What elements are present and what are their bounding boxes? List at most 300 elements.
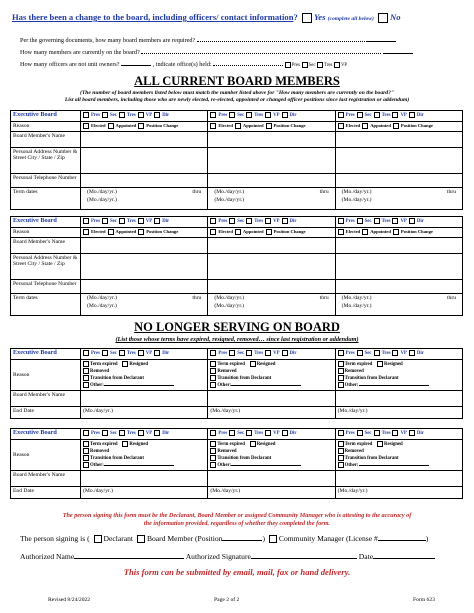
member-name-field[interactable]	[335, 391, 462, 407]
elected-checkbox[interactable]	[83, 123, 89, 129]
dir-checkbox[interactable]	[282, 218, 288, 224]
dir-label: Dir	[289, 431, 297, 437]
tres-label: Tres	[381, 113, 391, 119]
appointed-label: Appointed	[115, 122, 137, 128]
sec-checkbox[interactable]	[229, 430, 235, 436]
declarant-label: Declarant	[103, 534, 134, 543]
end-date-label: End Date	[11, 407, 81, 419]
term-dates-field[interactable]: (Mo./day/yr.) thru (Mo./day/yr.)	[81, 293, 208, 315]
date-field[interactable]	[373, 558, 435, 559]
attestation-line-1: The person signing this form must be the Declarant, Board Member or assigned Community Manager who is attesting to the accuracy of	[62, 512, 412, 519]
license-number-field[interactable]	[378, 540, 426, 541]
vp-checkbox[interactable]	[138, 112, 144, 118]
sec-label: Sec	[109, 431, 117, 437]
transition-checkbox[interactable]	[338, 455, 344, 461]
removed-checkbox[interactable]	[83, 368, 89, 374]
removed-label: Removed	[344, 448, 364, 454]
revised-date: Revised 8/24/2022	[48, 597, 91, 603]
vp-checkbox[interactable]	[265, 430, 271, 436]
former-reason-group	[335, 439, 462, 470]
phone-field[interactable]	[208, 173, 335, 187]
officer-pres-label: Pres	[291, 63, 300, 68]
address-field[interactable]	[335, 253, 462, 279]
sec-label: Sec	[237, 113, 245, 119]
other-field[interactable]	[359, 385, 429, 386]
tres-label: Tres	[254, 431, 264, 437]
vp-label: VP	[273, 219, 280, 225]
phone-field[interactable]	[335, 279, 462, 293]
position-change-label: Position Change	[400, 228, 433, 234]
dir-checkbox[interactable]	[282, 430, 288, 436]
tres-checkbox[interactable]	[119, 112, 125, 118]
member-name-label: Board Member's Name	[11, 471, 81, 487]
elected-label: Elected	[91, 122, 106, 128]
position-group	[335, 217, 462, 228]
address-label: Personal Address Number & Street City / State / Zip	[11, 253, 81, 279]
submission-note: This form can be submitted by email, mail, fax or hand delivery.	[123, 567, 351, 577]
position-change-checkbox[interactable]	[266, 229, 272, 235]
tres-checkbox[interactable]	[374, 350, 380, 356]
officer-sec-checkbox[interactable]	[302, 62, 308, 68]
elected-checkbox[interactable]	[83, 229, 89, 235]
authorized-name-label: Authorized Name	[20, 552, 75, 561]
sec-checkbox[interactable]	[229, 350, 235, 356]
authorized-signature-label: Authorized Signature	[185, 552, 251, 561]
officer-pres-checkbox[interactable]	[285, 62, 291, 68]
dir-label: Dir	[162, 351, 170, 357]
address-field[interactable]	[208, 147, 335, 173]
other-label: Other:	[217, 383, 232, 389]
removed-label: Removed	[90, 448, 110, 454]
reason-group	[208, 121, 335, 131]
term-dates-field[interactable]: (Mo./day/yr.) thru (Mo./day/yr.)	[335, 293, 462, 315]
phone-field[interactable]	[81, 279, 208, 293]
pres-checkbox[interactable]	[83, 430, 89, 436]
vp-label: VP	[145, 351, 153, 357]
vp-label: VP	[273, 431, 280, 437]
term-expired-checkbox[interactable]	[338, 441, 344, 447]
member-name-field[interactable]	[81, 391, 208, 407]
tres-checkbox[interactable]	[246, 218, 252, 224]
member-name-label: Board Member's Name	[11, 131, 81, 147]
other-checkbox[interactable]	[210, 382, 216, 388]
dir-label: Dir	[416, 219, 424, 225]
tres-checkbox[interactable]	[246, 112, 252, 118]
other-checkbox[interactable]	[338, 382, 344, 388]
term-expired-checkbox[interactable]	[83, 361, 89, 367]
pres-checkbox[interactable]	[210, 350, 216, 356]
tres-label: Tres	[254, 351, 264, 357]
position-change-checkbox[interactable]	[138, 123, 144, 129]
appointed-label: Appointed	[115, 228, 137, 234]
reason-label: Reason	[11, 121, 81, 131]
pres-label: Pres	[91, 219, 100, 225]
removed-checkbox[interactable]	[83, 448, 89, 454]
tres-checkbox[interactable]	[374, 112, 380, 118]
former-reason-group	[208, 439, 335, 470]
member-name-field[interactable]	[208, 391, 335, 407]
sec-checkbox[interactable]	[102, 218, 108, 224]
date-label: Date	[358, 552, 374, 561]
other-field[interactable]	[104, 465, 174, 466]
term-dates-field[interactable]: (Mo./day/yr.) thru (Mo./day/yr.)	[208, 293, 335, 315]
resigned-label: Resigned	[384, 361, 403, 367]
tres-label: Tres	[254, 219, 264, 225]
position-group	[335, 111, 462, 122]
signer-role-label: The person signing is (	[20, 534, 90, 543]
vp-checkbox[interactable]	[138, 430, 144, 436]
reason-label: Reason	[11, 439, 81, 470]
other-field[interactable]	[231, 465, 301, 466]
position-change-checkbox[interactable]	[138, 229, 144, 235]
member-name-field[interactable]	[208, 131, 335, 147]
officers-office-label: , indicate office(s) held:	[152, 61, 212, 68]
term-dates-field[interactable]: (Mo./day/yr.) thru (Mo./day/yr.)	[335, 187, 462, 209]
member-name-field[interactable]	[208, 471, 335, 487]
tres-label: Tres	[126, 219, 136, 225]
tres-label: Tres	[381, 351, 391, 357]
elected-checkbox[interactable]	[338, 229, 344, 235]
vp-checkbox[interactable]	[265, 218, 271, 224]
elected-checkbox[interactable]	[338, 123, 344, 129]
other-label: Other:	[90, 383, 104, 389]
appointed-checkbox[interactable]	[235, 123, 241, 129]
position-group	[335, 349, 462, 360]
term-expired-label: Term expired	[217, 361, 245, 367]
former-reason-group	[81, 359, 208, 390]
sec-label: Sec	[237, 431, 245, 437]
pres-label: Pres	[218, 431, 228, 437]
resigned-checkbox[interactable]	[122, 361, 128, 367]
address-field[interactable]	[208, 253, 335, 279]
term-dates-label: Term dates	[11, 187, 81, 209]
end-date-field[interactable]: (Mo./day/yr.)	[81, 487, 208, 499]
position-group	[81, 217, 208, 228]
end-date-field[interactable]: (Mo./day/yr.)	[208, 487, 335, 499]
authorized-name-field[interactable]	[74, 558, 184, 559]
term-dates-field[interactable]: (Mo./day/yr.) thru (Mo./day/yr.)	[208, 187, 335, 209]
tres-checkbox[interactable]	[374, 218, 380, 224]
term-expired-checkbox[interactable]	[338, 361, 344, 367]
phone-field[interactable]	[81, 173, 208, 187]
signer-role-row: The person signing is ( Declarant Board Member (Position ) Community Manager (License # )	[20, 534, 429, 543]
reason-label: Reason	[11, 227, 81, 237]
pres-checkbox[interactable]	[210, 218, 216, 224]
vp-checkbox[interactable]	[138, 350, 144, 356]
executive-board-label: Executive Board	[11, 349, 81, 360]
no-checkbox[interactable]	[378, 13, 388, 23]
address-field[interactable]	[81, 147, 208, 173]
officer-vp-label: VP	[340, 63, 348, 68]
transition-checkbox[interactable]	[83, 375, 89, 381]
pres-label: Pres	[345, 113, 355, 119]
removed-checkbox[interactable]	[210, 368, 216, 374]
dir-checkbox[interactable]	[282, 350, 288, 356]
sec-checkbox[interactable]	[229, 112, 235, 118]
phone-field[interactable]	[208, 279, 335, 293]
tres-checkbox[interactable]	[119, 430, 125, 436]
other-checkbox[interactable]	[210, 462, 216, 468]
dir-checkbox[interactable]	[154, 350, 160, 356]
other-label: Other:	[344, 383, 359, 389]
removed-label: Removed	[217, 368, 237, 374]
appointed-checkbox[interactable]	[108, 229, 114, 235]
sec-checkbox[interactable]	[229, 218, 235, 224]
vp-checkbox[interactable]	[138, 218, 144, 224]
other-field[interactable]	[231, 385, 301, 386]
resigned-checkbox[interactable]	[377, 361, 383, 367]
appointed-checkbox[interactable]	[362, 123, 368, 129]
dir-checkbox[interactable]	[409, 350, 415, 356]
term-expired-label: Term expired	[217, 441, 245, 447]
dir-label: Dir	[162, 431, 170, 437]
dir-checkbox[interactable]	[409, 218, 415, 224]
current-member-table-2	[10, 216, 463, 316]
dir-label: Dir	[416, 351, 424, 357]
officer-tres-checkbox[interactable]	[317, 62, 323, 68]
other-label: Other:	[90, 463, 104, 469]
member-name-field[interactable]	[335, 131, 462, 147]
transition-label: Transition from Declarant	[344, 376, 399, 382]
appointed-label: Appointed	[242, 122, 264, 128]
dir-checkbox[interactable]	[282, 112, 288, 118]
sec-label: Sec	[109, 113, 117, 119]
community-manager-label: Community Manager (License #	[278, 534, 378, 543]
question-mark: ?	[293, 12, 298, 22]
elected-label: Elected	[218, 228, 233, 234]
no-label: No	[390, 12, 401, 22]
pres-checkbox[interactable]	[83, 218, 89, 224]
sec-checkbox[interactable]	[357, 112, 363, 118]
position-change-checkbox[interactable]	[266, 123, 272, 129]
yes-checkbox[interactable]	[302, 13, 312, 23]
tres-label: Tres	[381, 219, 391, 225]
position-group	[208, 217, 335, 228]
page-number: Page 2 of 2	[214, 597, 240, 603]
vp-label: VP	[145, 113, 153, 119]
position-change-label: Position Change	[273, 228, 306, 234]
position-change-checkbox[interactable]	[393, 229, 399, 235]
vp-checkbox[interactable]	[392, 112, 398, 118]
tres-checkbox[interactable]	[246, 350, 252, 356]
reason-label: Reason	[11, 359, 81, 390]
sec-checkbox[interactable]	[102, 350, 108, 356]
member-name-field[interactable]	[81, 131, 208, 147]
vp-checkbox[interactable]	[265, 350, 271, 356]
transition-checkbox[interactable]	[210, 455, 216, 461]
position-group	[208, 111, 335, 122]
dir-label: Dir	[416, 113, 424, 119]
officers-count-field[interactable]	[121, 65, 151, 66]
pres-label: Pres	[218, 219, 228, 225]
tres-checkbox[interactable]	[119, 350, 125, 356]
transition-checkbox[interactable]	[83, 455, 89, 461]
pres-checkbox[interactable]	[210, 112, 216, 118]
vp-checkbox[interactable]	[265, 112, 271, 118]
pres-label: Pres	[345, 219, 355, 225]
resigned-checkbox[interactable]	[250, 361, 256, 367]
position-group	[81, 349, 208, 360]
resigned-checkbox[interactable]	[377, 441, 383, 447]
current-members-field[interactable]	[383, 53, 413, 54]
board-member-checkbox[interactable]	[137, 535, 145, 543]
end-date-field[interactable]: (Mo./day/yr.)	[208, 407, 335, 419]
other-checkbox[interactable]	[83, 462, 89, 468]
tres-label: Tres	[126, 431, 136, 437]
position-change-label: Position Change	[273, 122, 306, 128]
sec-checkbox[interactable]	[102, 112, 108, 118]
tres-checkbox[interactable]	[246, 430, 252, 436]
appointed-checkbox[interactable]	[235, 229, 241, 235]
sec-label: Sec	[237, 351, 245, 357]
tres-label: Tres	[381, 431, 391, 437]
member-name-label: Board Member's Name	[11, 391, 81, 407]
dir-label: Dir	[289, 219, 297, 225]
dir-label: Dir	[162, 219, 170, 225]
required-members-row	[20, 37, 465, 44]
term-expired-label: Term expired	[344, 361, 373, 367]
pres-label: Pres	[218, 351, 228, 357]
end-date-field[interactable]: (Mo./day/yr.)	[81, 407, 208, 419]
member-name-field[interactable]	[208, 237, 335, 253]
transition-label: Transition from Declarant	[217, 376, 272, 382]
position-change-checkbox[interactable]	[393, 123, 399, 129]
form-number: Form 623	[413, 597, 435, 603]
sec-checkbox[interactable]	[102, 430, 108, 436]
other-label: Other:	[217, 463, 232, 469]
appointed-checkbox[interactable]	[108, 123, 114, 129]
tres-checkbox[interactable]	[119, 218, 125, 224]
term-expired-label: Term expired	[90, 361, 118, 367]
pres-label: Pres	[345, 351, 355, 357]
board-position-field[interactable]	[222, 540, 262, 541]
current-members-label: How many members are currently on the board?	[20, 49, 140, 56]
address-field[interactable]	[81, 253, 208, 279]
term-dates-field[interactable]: (Mo./day/yr.) thru (Mo./day/yr.)	[81, 187, 208, 209]
other-checkbox[interactable]	[83, 382, 89, 388]
address-field[interactable]	[335, 147, 462, 173]
vp-label: VP	[400, 431, 407, 437]
resigned-label: Resigned	[256, 361, 276, 367]
elected-label: Elected	[345, 228, 361, 234]
pres-label: Pres	[218, 113, 228, 119]
pres-checkbox[interactable]	[83, 112, 89, 118]
resigned-checkbox[interactable]	[122, 441, 128, 447]
pres-checkbox[interactable]	[210, 430, 216, 436]
vp-checkbox[interactable]	[392, 218, 398, 224]
transition-label: Transition from Declarant	[217, 456, 272, 462]
dir-label: Dir	[289, 113, 297, 119]
position-group	[208, 429, 335, 440]
transition-label: Transition from Declarant	[344, 456, 399, 462]
transition-checkbox[interactable]	[338, 375, 344, 381]
pres-checkbox[interactable]	[83, 350, 89, 356]
executive-board-label: Executive Board	[11, 429, 81, 440]
dir-checkbox[interactable]	[154, 430, 160, 436]
reason-group	[81, 121, 208, 131]
sec-checkbox[interactable]	[357, 218, 363, 224]
term-dates-label: Term dates	[11, 293, 81, 315]
transition-checkbox[interactable]	[210, 375, 216, 381]
reason-group	[335, 227, 462, 237]
term-expired-checkbox[interactable]	[210, 361, 216, 367]
authorized-signature-field[interactable]	[251, 558, 357, 559]
removed-checkbox[interactable]	[210, 448, 216, 454]
term-expired-label: Term expired	[344, 441, 373, 447]
former-member-table-2	[10, 428, 463, 499]
required-members-field[interactable]	[366, 41, 396, 42]
dir-checkbox[interactable]	[154, 112, 160, 118]
other-field[interactable]	[359, 465, 429, 466]
pres-checkbox[interactable]	[338, 218, 344, 224]
member-name-label: Board Member's Name	[11, 237, 81, 253]
appointed-checkbox[interactable]	[362, 229, 368, 235]
other-checkbox[interactable]	[338, 462, 344, 468]
sec-checkbox[interactable]	[357, 350, 363, 356]
elected-checkbox[interactable]	[210, 229, 216, 235]
pres-checkbox[interactable]	[338, 112, 344, 118]
officers-row	[20, 61, 465, 68]
member-name-field[interactable]	[335, 237, 462, 253]
removed-label: Removed	[90, 368, 110, 374]
sec-label: Sec	[364, 431, 372, 437]
current-board-subtitle-1: (The number of board members listed below must match the number listed above for "How many members are currently on the board?"	[79, 90, 395, 96]
vp-checkbox[interactable]	[392, 350, 398, 356]
current-board-title: ALL CURRENT BOARD MEMBERS	[134, 74, 340, 88]
end-date-field[interactable]: (Mo./day/yr.)	[335, 487, 462, 499]
removed-checkbox[interactable]	[338, 368, 344, 374]
dir-checkbox[interactable]	[409, 112, 415, 118]
community-manager-checkbox[interactable]	[269, 535, 277, 543]
elected-checkbox[interactable]	[210, 123, 216, 129]
declarant-checkbox[interactable]	[94, 535, 102, 543]
elected-label: Elected	[218, 122, 233, 128]
member-name-field[interactable]	[335, 471, 462, 487]
pres-label: Pres	[91, 113, 100, 119]
other-label: Other:	[344, 463, 359, 469]
member-name-field[interactable]	[81, 471, 208, 487]
vp-checkbox[interactable]	[392, 430, 398, 436]
other-field[interactable]	[104, 385, 174, 386]
term-expired-checkbox[interactable]	[210, 441, 216, 447]
removed-checkbox[interactable]	[338, 448, 344, 454]
dir-checkbox[interactable]	[154, 218, 160, 224]
sec-checkbox[interactable]	[357, 430, 363, 436]
tres-checkbox[interactable]	[374, 430, 380, 436]
pres-checkbox[interactable]	[338, 350, 344, 356]
address-label: Personal Address Number & Street City / State / Zip	[11, 147, 81, 173]
former-reason-group	[335, 359, 462, 390]
current-board-subtitle-2: List all board members, including those who are newly elected, re-elected, appointed or changed officer positions since last registration or addendum)	[64, 97, 410, 103]
officer-vp-checkbox[interactable]	[334, 62, 340, 68]
yes-label: Yes	[313, 12, 326, 22]
dir-checkbox[interactable]	[409, 430, 415, 436]
term-expired-checkbox[interactable]	[83, 441, 89, 447]
pres-checkbox[interactable]	[338, 430, 344, 436]
former-board-subtitle: (List those whose terms have expired, resigned, removed… since last registration or addendum)	[115, 336, 359, 343]
phone-field[interactable]	[335, 173, 462, 187]
member-name-field[interactable]	[81, 237, 208, 253]
sec-label: Sec	[364, 351, 372, 357]
appointed-label: Appointed	[370, 228, 391, 234]
resigned-checkbox[interactable]	[250, 441, 256, 447]
position-change-label: Position Change	[146, 228, 179, 234]
sec-label: Sec	[109, 219, 117, 225]
current-member-table-1	[10, 110, 463, 210]
position-group	[81, 429, 208, 440]
elected-label: Elected	[91, 228, 106, 234]
end-date-field[interactable]: (Mo./day/yr.)	[335, 407, 462, 419]
